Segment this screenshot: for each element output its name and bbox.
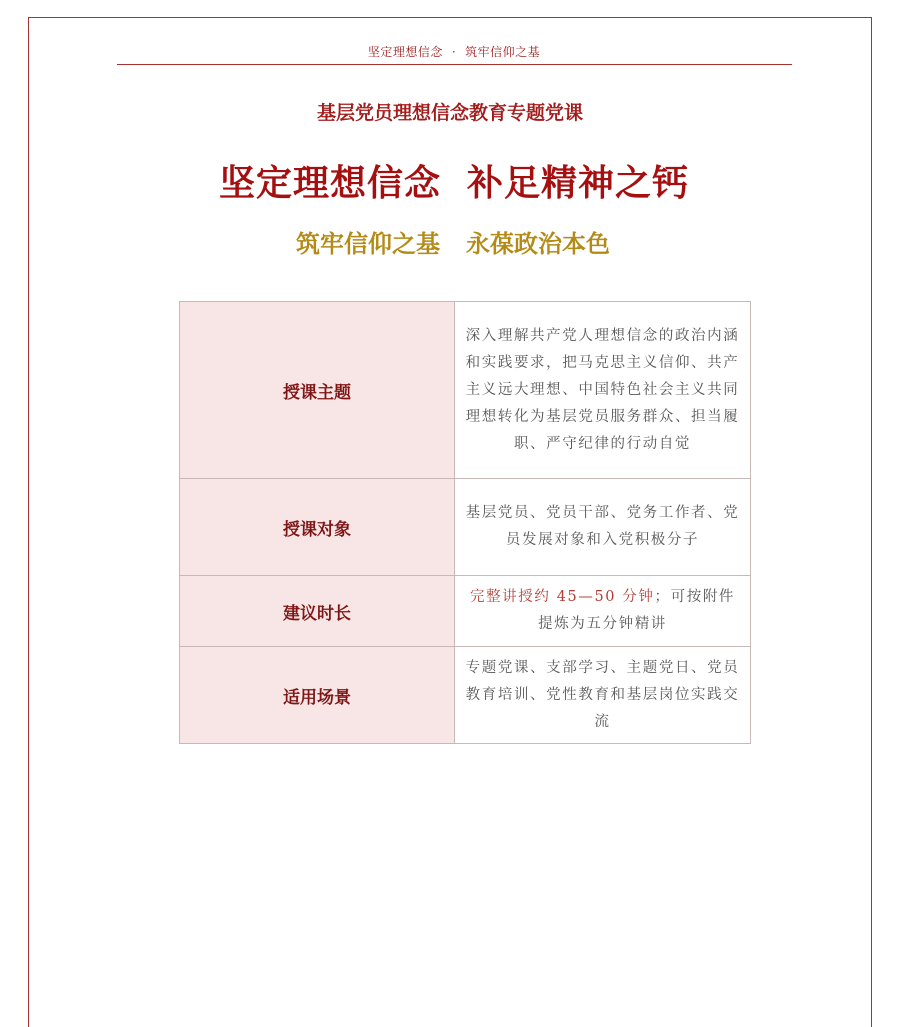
- running-header-separator: ·: [451, 45, 457, 59]
- sub-title-part-1: 筑牢信仰之基: [296, 230, 440, 258]
- duration-label: 建议时长: [180, 576, 455, 647]
- table-row-topic: [180, 302, 751, 479]
- topic-label: 授课主题: [180, 302, 455, 479]
- running-header-right: 筑牢信仰之基: [465, 45, 541, 59]
- header-rule: [117, 64, 792, 65]
- table-row-duration: [180, 576, 751, 647]
- duration-value: [455, 576, 751, 647]
- sub-title: [0, 224, 900, 264]
- course-info-table: [179, 301, 751, 744]
- sub-title-part-2: 永葆政治本色: [466, 230, 610, 258]
- topic-value: 深入理解共产党人理想信念的政治内涵和实践要求，把马克思主义信仰、共产主义远大理想、中国特色社会主义共同理想转化为基层党员服务群众、担当履职、严守纪律的行动自觉: [455, 302, 751, 479]
- table-row-scenario: [180, 647, 751, 744]
- main-title: [0, 158, 900, 210]
- table-row-audience: [180, 479, 751, 576]
- duration-rest: ；可按附件提炼为五分钟精讲: [538, 589, 736, 632]
- course-type: 基层党员理想信念教育专题党课: [316, 102, 583, 124]
- main-title-part-2: 补足精神之钙: [467, 163, 690, 204]
- main-title-part-1: 坚定理想信念: [218, 163, 441, 204]
- running-header-left: 坚定理想信念: [367, 45, 443, 59]
- scenario-value: 专题党课、支部学习、主题党日、党员教育培训、党性教育和基层岗位实践交流: [455, 647, 751, 744]
- duration-highlight: 完整讲授约 45—50 分钟: [469, 589, 655, 605]
- running-header: [117, 40, 791, 64]
- scenario-label: 适用场景: [180, 647, 455, 744]
- audience-label: 授课对象: [180, 479, 455, 576]
- audience-value: 基层党员、党员干部、党务工作者、党员发展对象和入党积极分子: [455, 479, 751, 576]
